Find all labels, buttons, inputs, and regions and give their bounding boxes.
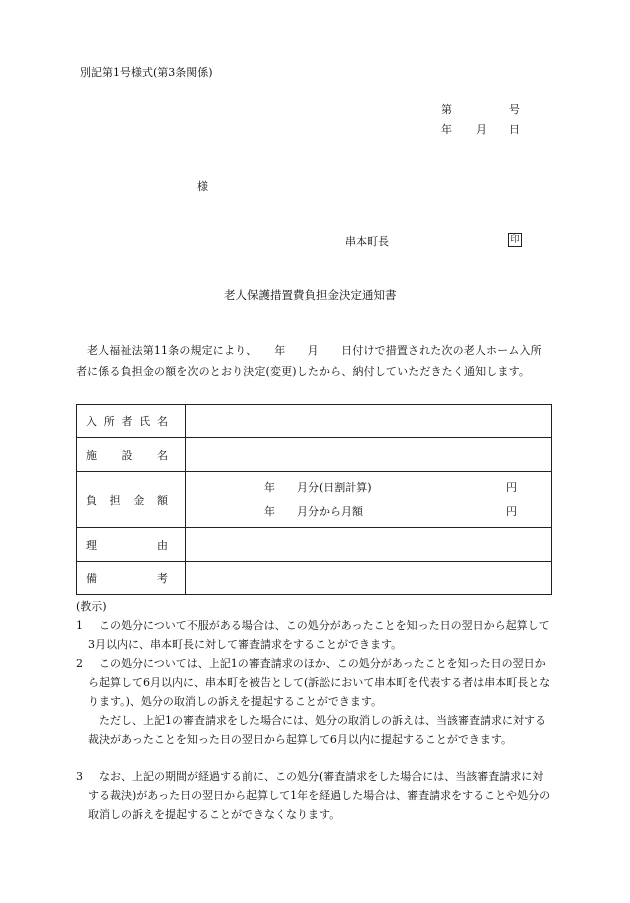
row-remarks	[77, 562, 552, 595]
label-remarks: 備 考	[77, 562, 186, 595]
value-resident-name	[186, 405, 552, 438]
note-item-1: 1 この処分について不服がある場合は、この処分があったことを知った日の翌日から起算して3月以内に、串本町長に対して審査請求をすることができます。	[76, 616, 552, 654]
row-reason	[77, 528, 552, 562]
row-amount	[77, 472, 552, 528]
number-label-go: 号	[509, 103, 520, 116]
seal-text: 印	[508, 233, 522, 247]
value-reason	[186, 528, 552, 562]
label-amount: 負 担 金 額	[77, 472, 186, 528]
addressee-sama: 様	[197, 180, 208, 193]
notes-heading: (教示)	[76, 600, 107, 613]
document-title: 老人保護措置費負担金決定通知書	[224, 288, 397, 302]
seal-mark	[508, 233, 522, 247]
amount-line-monthly: 年 月分から月額 円	[264, 504, 517, 518]
note-item-2-proviso: ただし、上記1の審査請求をした場合には、処分の取消しの訴えは、当該審査請求に対する裁決があったことを知った日の翌日から起算して6月以内に提起することができます。	[88, 714, 546, 746]
value-facility-name	[186, 438, 552, 472]
date-year: 年	[441, 123, 452, 136]
label-facility-name: 施 設 名	[77, 438, 186, 472]
note-item-3: 3 なお、上記の期間が経過する前に、この処分(審査請求をした場合には、当該審査請求に対する裁決)があった日の翌日から起算して1年を経過した場合は、審査請求をすることや処分の取消しの訴えを提起することができなくなります。	[76, 767, 552, 824]
note-item-3-text: なお、上記の期間が経過する前に、この処分(審査請求をした場合には、当該審査請求に対する裁決)があった日の翌日から起算して1年を経過した場合は、審査請求をすることや処分の取消しの訴えを提起することができなくなります。	[88, 770, 551, 821]
amount-line-daily: 年 月分(日割計算) 円	[264, 480, 517, 494]
label-reason: 理 由	[77, 528, 186, 562]
note-item-1-text: この処分について不服がある場合は、この処分があったことを知った日の翌日から起算して3月以内に、串本町長に対して審査請求をすることができます。	[88, 619, 550, 651]
note-item-2-text: この処分については、上記1の審査請求のほか、この処分があったことを知った日の翌日から起算して6月以内に、串本町を被告として(訴訟において串本町を代表する者は串本町長となります。)、処分の取消しの訴えを提起することができます。	[88, 657, 551, 708]
sender-title: 串本町長	[345, 235, 389, 248]
document-body: 老人福祉法第11条の規定により、 年 月 日付けで措置された次の老人ホーム入所者に係る負担金の額を次のとおり決定(変更)したから、納付していただきたく通知します。	[76, 344, 542, 378]
date-day: 日	[509, 123, 520, 136]
date-month: 月	[476, 123, 487, 136]
row-facility-name	[77, 438, 552, 472]
value-remarks	[186, 562, 552, 595]
decision-table	[76, 404, 552, 595]
row-resident-name	[77, 405, 552, 438]
form-id: 別記第1号様式(第3条関係)	[80, 66, 213, 79]
value-amount	[186, 472, 552, 528]
label-resident-name: 入 所 者 氏 名	[77, 405, 186, 438]
note-item-2: 2 この処分については、上記1の審査請求のほか、この処分があったことを知った日の翌日から起算して6月以内に、串本町を被告として(訴訟において串本町を代表する者は串本町長となります。)、処分の取消しの訴えを提起することができます。 ただし、上記1の審査請求をした場合には、処分の取消しの訴えは、当該審査請求に対する裁決があったことを知った日の翌日から起算して6月以内に提起することができます。	[76, 654, 552, 749]
number-label-dai: 第	[441, 103, 452, 116]
